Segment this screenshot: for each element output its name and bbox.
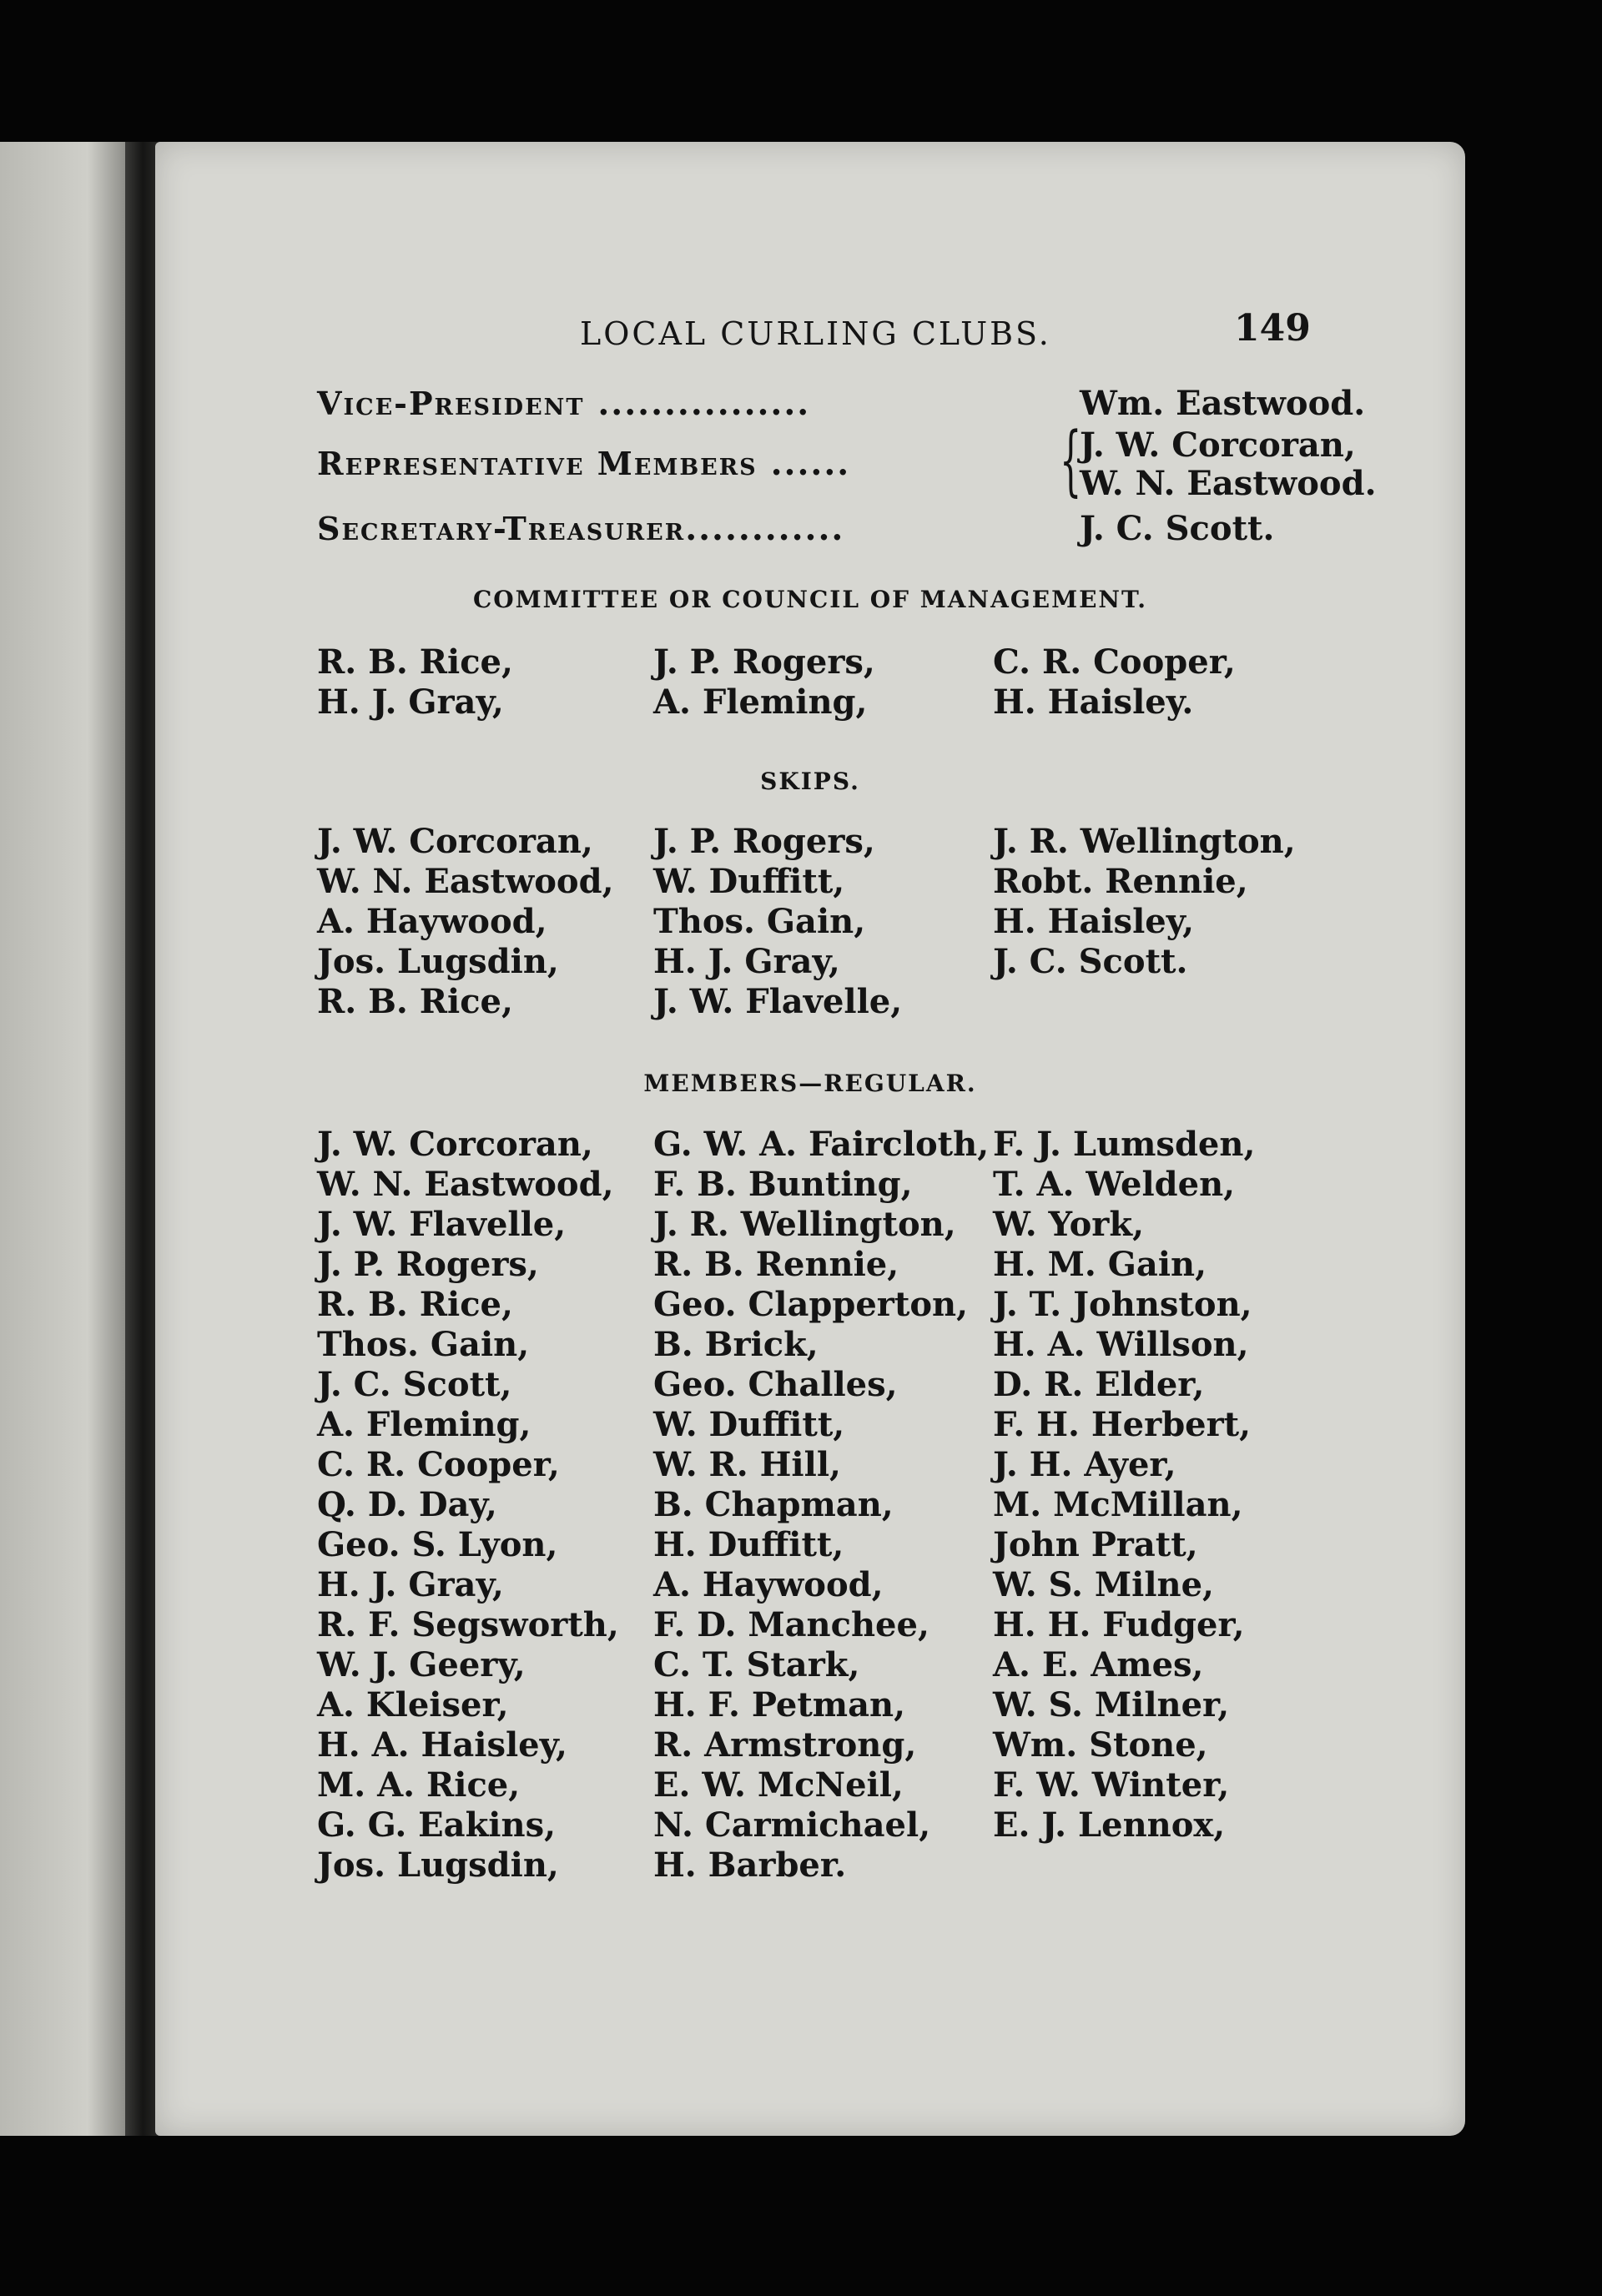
name-entry: J. P. Rogers, bbox=[653, 822, 875, 861]
officer-value: Wm. Eastwood. bbox=[1080, 384, 1366, 423]
name-entry: J. W. Corcoran, bbox=[317, 1125, 593, 1164]
name-entry: A. Kleiser, bbox=[317, 1685, 509, 1725]
name-entry: W. York, bbox=[993, 1205, 1145, 1244]
name-entry: R. B. Rennie, bbox=[653, 1245, 899, 1284]
name-entry: H. Barber. bbox=[653, 1845, 847, 1885]
name-entry: R. F. Segsworth, bbox=[317, 1605, 619, 1644]
name-entry: R. B. Rice, bbox=[317, 982, 513, 1021]
name-entry: R. Armstrong, bbox=[653, 1725, 917, 1765]
facing-page-edge bbox=[0, 142, 125, 2136]
name-entry: F. D. Manchee, bbox=[653, 1605, 929, 1644]
name-entry: H. M. Gain, bbox=[993, 1245, 1207, 1284]
name-entry: J. C. Scott. bbox=[993, 942, 1188, 981]
officer-vice-president bbox=[317, 384, 1366, 423]
name-entry: W. J. Geery, bbox=[317, 1645, 526, 1684]
officer-value: J. C. Scott. bbox=[1080, 509, 1275, 548]
name-entry: J. C. Scott, bbox=[317, 1365, 512, 1404]
name-entry: H. J. Gray, bbox=[317, 1565, 504, 1604]
name-entry: G. W. A. Faircloth, bbox=[653, 1125, 990, 1164]
name-entry: T. A. Welden, bbox=[993, 1165, 1236, 1204]
name-entry: H. A. Willson, bbox=[993, 1325, 1249, 1364]
name-entry: J. P. Rogers, bbox=[653, 642, 875, 682]
name-entry: W. R. Hill, bbox=[653, 1445, 841, 1484]
name-entry: E. J. Lennox, bbox=[993, 1805, 1226, 1845]
name-entry: C. T. Stark, bbox=[653, 1645, 860, 1684]
name-entry: W. Duffitt, bbox=[653, 862, 845, 901]
name-entry: H. Duffitt, bbox=[653, 1525, 844, 1564]
name-entry: F. J. Lumsden, bbox=[993, 1125, 1256, 1164]
committee-list bbox=[317, 642, 1327, 723]
officer-label: Representative Members bbox=[317, 445, 758, 482]
name-entry: D. R. Elder, bbox=[993, 1365, 1205, 1404]
name-entry: A. E. Ames, bbox=[993, 1645, 1204, 1684]
name-entry: Wm. Stone, bbox=[993, 1725, 1208, 1765]
skips-list bbox=[317, 822, 1327, 1022]
name-entry: F. H. Herbert, bbox=[993, 1405, 1252, 1444]
brace: { bbox=[1060, 415, 1082, 505]
name-entry: A. Fleming, bbox=[317, 1405, 531, 1444]
members-list bbox=[317, 1125, 1327, 1886]
name-entry: W. N. Eastwood, bbox=[317, 862, 614, 901]
name-entry: N. Carmichael, bbox=[653, 1805, 931, 1845]
name-entry: H. J. Gray, bbox=[317, 682, 504, 722]
book-page bbox=[155, 142, 1465, 2136]
name-entry: J. R. Wellington, bbox=[653, 1205, 956, 1244]
name-entry: F. W. Winter, bbox=[993, 1765, 1230, 1805]
leader-dots: ............ bbox=[685, 509, 845, 548]
name-entry: H. Haisley, bbox=[993, 902, 1195, 941]
name-entry: H. J. Gray, bbox=[653, 942, 840, 981]
name-entry: J. P. Rogers, bbox=[317, 1245, 539, 1284]
name-entry: W. S. Milne, bbox=[993, 1565, 1214, 1604]
name-entry: Thos. Gain, bbox=[317, 1325, 530, 1364]
name-entry: J. W. Corcoran, bbox=[317, 822, 593, 861]
name-entry: H. F. Petman, bbox=[653, 1685, 906, 1725]
name-entry bbox=[993, 1845, 1327, 1886]
name-entry: F. B. Bunting, bbox=[653, 1165, 913, 1204]
name-entry: C. R. Cooper, bbox=[993, 642, 1236, 682]
leader-dots: ...... bbox=[757, 444, 851, 483]
members-heading: MEMBERS—REGULAR. bbox=[643, 1070, 977, 1097]
name-entry: J. R. Wellington, bbox=[993, 822, 1296, 861]
name-entry: R. B. Rice, bbox=[317, 1285, 513, 1324]
name-entry: Q. D. Day, bbox=[317, 1485, 497, 1524]
name-entry: A. Haywood, bbox=[653, 1565, 884, 1604]
name-entry: J. H. Ayer, bbox=[993, 1445, 1176, 1484]
leader-dots: ................ bbox=[584, 384, 811, 423]
name-entry: Jos. Lugsdin, bbox=[317, 1845, 559, 1885]
name-entry: J. W. Flavelle, bbox=[317, 1205, 567, 1244]
officer-label: Vice-President bbox=[317, 385, 585, 422]
officer-value-line: J. W. Corcoran, bbox=[1080, 425, 1356, 465]
name-entry: J. T. Johnston, bbox=[993, 1285, 1252, 1324]
name-entry: G. G. Eakins, bbox=[317, 1805, 557, 1845]
name-entry: H. H. Fudger, bbox=[993, 1605, 1245, 1644]
name-entry: Jos. Lugsdin, bbox=[317, 942, 559, 981]
name-entry: R. B. Rice, bbox=[317, 642, 513, 682]
name-entry: A. Fleming, bbox=[653, 682, 868, 722]
name-entry: A. Haywood, bbox=[317, 902, 547, 941]
name-entry: B. Chapman, bbox=[653, 1485, 894, 1524]
officer-secretary-treasurer bbox=[317, 509, 1275, 548]
name-entry: H. Haisley. bbox=[993, 682, 1194, 722]
name-entry: Geo. Clapperton, bbox=[653, 1285, 969, 1324]
name-entry: J. W. Flavelle, bbox=[653, 982, 903, 1021]
name-entry: C. R. Cooper, bbox=[317, 1445, 560, 1484]
running-head: LOCAL CURLING CLUBS. bbox=[580, 315, 1051, 352]
name-entry: W. N. Eastwood, bbox=[317, 1165, 614, 1204]
committee-heading: COMMITTEE OR COUNCIL OF MANAGEMENT. bbox=[473, 586, 1147, 613]
page-number: 149 bbox=[1234, 307, 1311, 350]
name-entry: W. S. Milner, bbox=[993, 1685, 1230, 1725]
name-entry: E. W. McNeil, bbox=[653, 1765, 904, 1805]
officer-value-line: W. N. Eastwood. bbox=[1080, 464, 1377, 503]
name-entry: Thos. Gain, bbox=[653, 902, 866, 941]
name-entry: Geo. S. Lyon, bbox=[317, 1525, 558, 1564]
name-entry: M. A. Rice, bbox=[317, 1765, 521, 1805]
name-entry bbox=[993, 982, 1327, 1022]
name-entry: H. A. Haisley, bbox=[317, 1725, 567, 1765]
name-entry: Geo. Challes, bbox=[653, 1365, 898, 1404]
name-entry: Robt. Rennie, bbox=[993, 862, 1248, 901]
name-entry: M. McMillan, bbox=[993, 1485, 1243, 1524]
skips-heading: SKIPS. bbox=[760, 768, 860, 795]
name-entry: John Pratt, bbox=[993, 1525, 1198, 1564]
name-entry: W. Duffitt, bbox=[653, 1405, 845, 1444]
officer-label: Secretary-Treasurer bbox=[317, 510, 686, 547]
name-entry: B. Brick, bbox=[653, 1325, 819, 1364]
